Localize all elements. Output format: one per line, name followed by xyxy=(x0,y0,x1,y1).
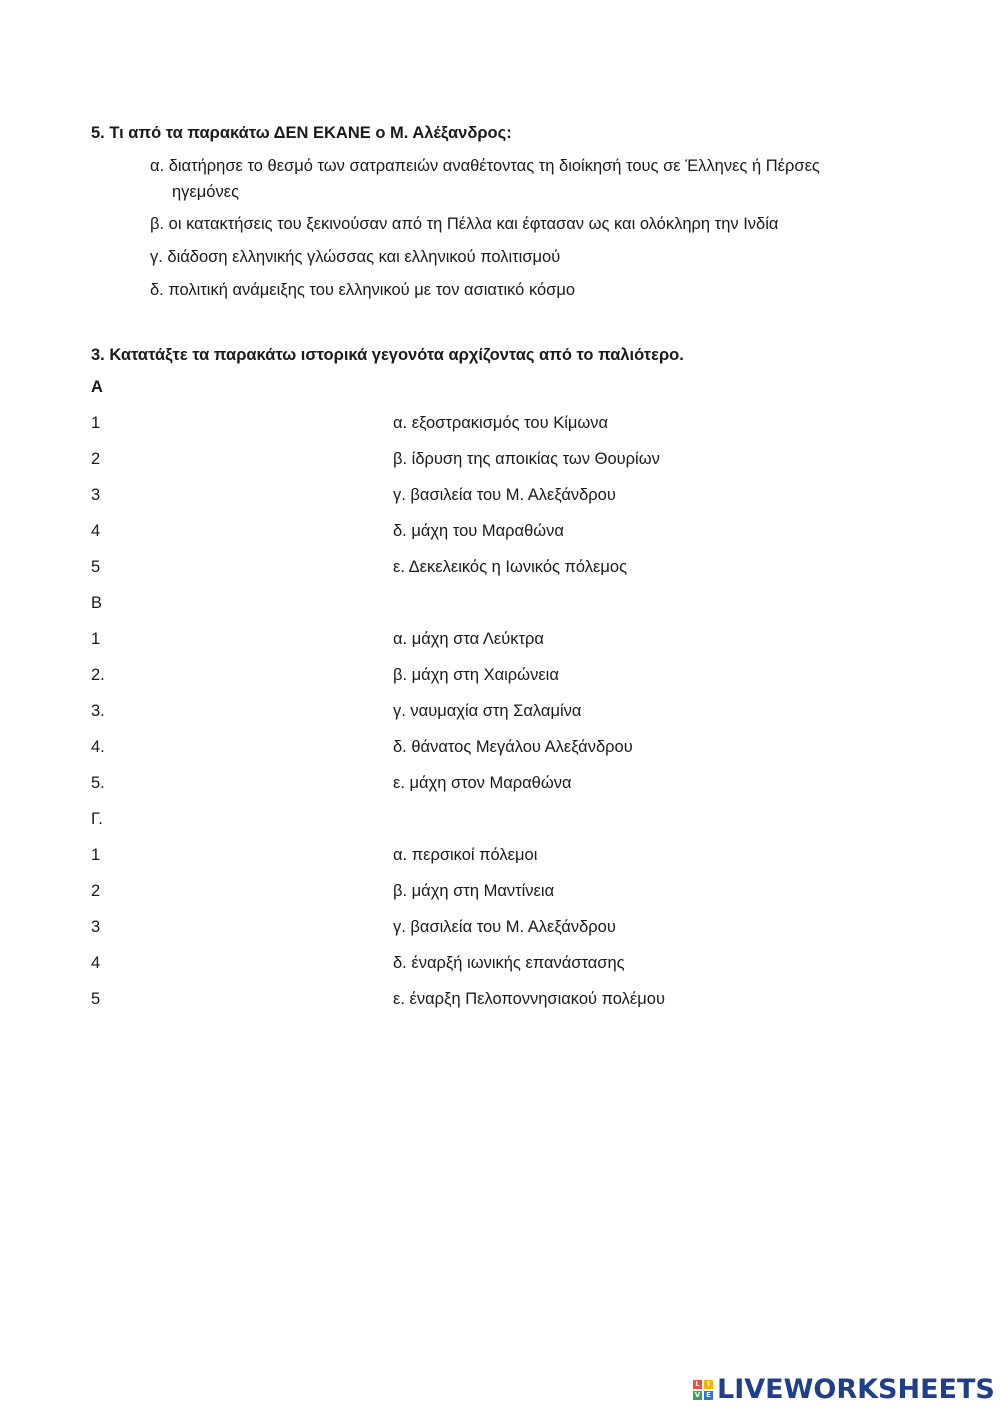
event-item: β. ίδρυση της αποικίας των Θουρίων xyxy=(393,450,660,468)
event-item: γ. βασιλεία του Μ. Αλεξάνδρου xyxy=(393,918,616,936)
row-number: 2 xyxy=(91,882,101,900)
question-5-title: 5. Τι από τα παρακάτω ΔΕΝ ΕΚΑΝΕ ο Μ. Αλέξανδρος: xyxy=(91,124,512,142)
brand-name: LIVEWORKSHEETS xyxy=(717,1374,995,1405)
event-item: γ. ναυμαχία στη Σαλαμίνα xyxy=(393,702,582,720)
row-number: 1 xyxy=(91,630,101,648)
q5-option-b: β. οι κατακτήσεις του ξεκινούσαν από τη Πέλλα και έφτασαν ως και ολόκληρη την Ινδία xyxy=(150,215,779,233)
row-number: 2 xyxy=(91,450,101,468)
row-number: 1 xyxy=(91,846,101,864)
q5-option-c: γ. διάδοση ελληνικής γλώσσας και ελληνικού πολιτισμού xyxy=(150,248,561,266)
row-number: 3 xyxy=(91,486,101,504)
q5-option-d: δ. πολιτική ανάμειξης του ελληνικού με τον ασιατικό κόσμο xyxy=(150,281,576,299)
event-item: β. μάχη στη Χαιρώνεια xyxy=(393,666,559,684)
row-number: 5 xyxy=(91,990,101,1008)
logo-tile: L xyxy=(693,1380,702,1389)
q5-option-a-continued: ηγεμόνες xyxy=(172,183,240,201)
row-number: 1 xyxy=(91,414,101,432)
event-item: β. μάχη στη Μαντίνεια xyxy=(393,882,555,900)
group-label-c: Γ. xyxy=(91,810,103,828)
event-item: δ. θάνατος Μεγάλου Αλεξάνδρου xyxy=(393,738,633,756)
row-number: 4 xyxy=(91,522,101,540)
event-item: α. μάχη στα Λεύκτρα xyxy=(393,630,544,648)
logo-tile: I xyxy=(704,1380,713,1389)
logo-tile: V xyxy=(694,1391,701,1399)
event-item: δ. έναρξή ιωνικής επανάστασης xyxy=(393,954,625,972)
group-label-a: Α xyxy=(91,378,103,396)
row-number: 3. xyxy=(91,702,105,720)
event-item: δ. μάχη του Μαραθώνα xyxy=(393,522,564,540)
event-item: ε. μάχη στον Μαραθώνα xyxy=(393,774,572,792)
event-item: α. περσικοί πόλεμοι xyxy=(393,846,538,864)
event-item: α. εξοστρακισμός του Κίμωνα xyxy=(393,414,609,432)
row-number: 3 xyxy=(91,918,101,936)
group-label-b: Β xyxy=(91,594,103,612)
liveworksheets-logo[interactable] xyxy=(693,1374,995,1406)
row-number: 4 xyxy=(91,954,101,972)
event-item: γ. βασιλεία του Μ. Αλεξάνδρου xyxy=(393,486,616,504)
row-number: 5 xyxy=(91,558,101,576)
row-number: 5. xyxy=(91,774,105,792)
logo-tile: E xyxy=(704,1391,713,1400)
row-number: 2. xyxy=(91,666,105,684)
q5-option-a: α. διατήρησε το θεσμό των σατραπειών αναθέτοντας τη διοίκησή τους σε Έλληνες ή Πέρσες xyxy=(150,157,820,175)
question-3-title: 3. Κατατάξτε τα παρακάτω ιστορικά γεγονότα αρχίζοντας από το παλιότερο. xyxy=(91,346,684,364)
row-number: 4. xyxy=(91,738,105,756)
event-item: ε. έναρξη Πελοποννησιακού πολέμου xyxy=(393,990,665,1008)
logo-tiles-icon xyxy=(693,1380,713,1400)
event-item: ε. Δεκελεικός η Ιωνικός πόλεμος xyxy=(393,558,628,576)
